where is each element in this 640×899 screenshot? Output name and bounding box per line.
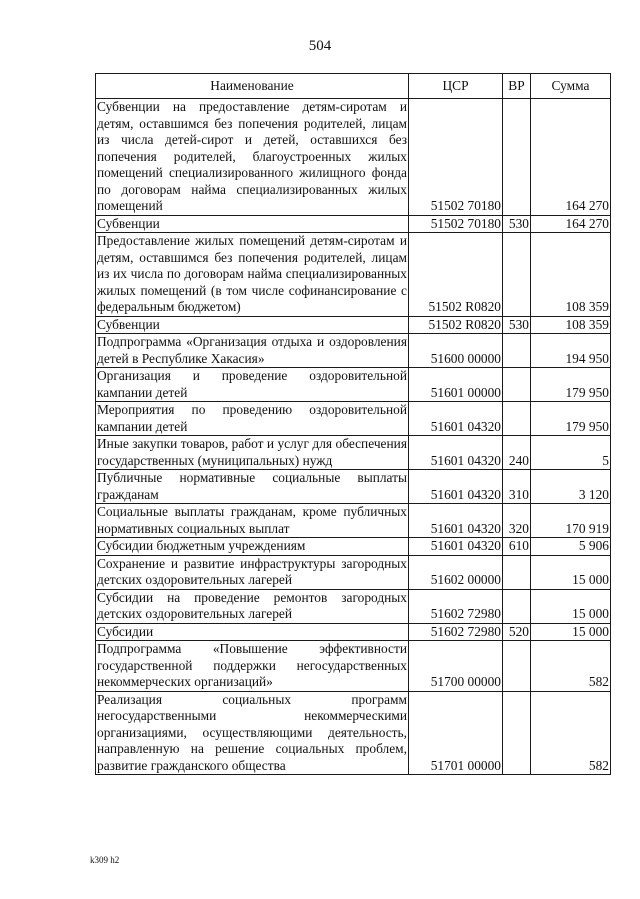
table-row <box>96 470 611 504</box>
row-sum: 108 359 <box>531 233 611 317</box>
table-row <box>96 316 611 334</box>
row-vr: 320 <box>503 504 531 538</box>
table-row <box>96 233 611 317</box>
row-csr: 51502 70180 <box>409 99 503 216</box>
row-sum: 15 000 <box>531 623 611 641</box>
row-sum: 108 359 <box>531 316 611 334</box>
table-row <box>96 436 611 470</box>
row-vr <box>503 589 531 623</box>
row-sum: 179 950 <box>531 368 611 402</box>
row-vr <box>503 233 531 317</box>
row-name: Мероприятия по проведению оздоровительной кампании детей <box>97 402 407 434</box>
table-row <box>96 334 611 368</box>
row-name: Публичные нормативные социальные выплаты гражданам <box>97 470 407 502</box>
row-name: Субсидии на проведение ремонтов загородных детских оздоровительных лагерей <box>97 589 407 621</box>
row-sum: 15 000 <box>531 555 611 589</box>
row-vr: 520 <box>503 623 531 641</box>
row-csr: 51601 04320 <box>409 470 503 504</box>
row-sum: 5 906 <box>531 538 611 556</box>
row-csr: 51701 00000 <box>409 691 503 775</box>
row-csr: 51502 70180 <box>409 215 503 233</box>
table-row <box>96 589 611 623</box>
row-name: Иные закупки товаров, работ и услуг для обеспечения государственных (муниципальных) нужд <box>97 436 407 468</box>
row-sum: 15 000 <box>531 589 611 623</box>
table-row <box>96 402 611 436</box>
row-name: Субсидии <box>96 623 409 641</box>
footer-code: k309 h2 <box>90 855 120 865</box>
header-vr: ВР <box>503 74 531 99</box>
row-csr: 51601 04320 <box>409 402 503 436</box>
row-csr: 51601 04320 <box>409 538 503 556</box>
page-number: 504 <box>308 38 332 54</box>
row-sum: 5 <box>531 436 611 470</box>
row-csr: 51602 72980 <box>409 589 503 623</box>
row-sum: 179 950 <box>531 402 611 436</box>
row-vr: 240 <box>503 436 531 470</box>
row-vr <box>503 368 531 402</box>
row-name: Подпрограмма «Организация отдыха и оздоровления детей в Республике Хакасия» <box>97 334 407 366</box>
row-vr: 530 <box>503 215 531 233</box>
row-csr: 51601 04320 <box>409 504 503 538</box>
row-sum: 164 270 <box>531 99 611 216</box>
row-vr: 610 <box>503 538 531 556</box>
row-name: Сохранение и развитие инфраструктуры загородных детских оздоровительных лагерей <box>97 555 407 587</box>
table-row <box>96 538 611 556</box>
row-csr: 51601 04320 <box>409 436 503 470</box>
table-row <box>96 368 611 402</box>
table-row <box>96 691 611 775</box>
row-vr: 310 <box>503 470 531 504</box>
row-sum: 3 120 <box>531 470 611 504</box>
row-name: Субвенции на предоставление детям-сиротам и детям, оставшимся без попечения родителей, лицам из числа детей-сирот и детей, оставшихся без попечения родителей, благоустроенных жилых помещений специализированного жилищного фонда по договорам найма специализированных жилых помещений <box>97 99 407 213</box>
row-csr: 51700 00000 <box>409 641 503 692</box>
row-csr: 51602 72980 <box>409 623 503 641</box>
row-name: Подпрограмма «Повышение эффективности государственной поддержки негосударственных некоммерческих организаций» <box>97 641 407 689</box>
row-csr: 51602 00000 <box>409 555 503 589</box>
row-vr <box>503 555 531 589</box>
row-name: Субвенции <box>96 215 409 233</box>
row-name: Реализация социальных программ негосударственными некоммерческими организациями, осуществляющими деятельность, направленную на решение социальных проблем, развитие гражданского общества <box>97 691 407 773</box>
table-row <box>96 504 611 538</box>
row-csr: 51601 00000 <box>409 368 503 402</box>
header-name: Наименование <box>96 74 409 99</box>
table-row <box>96 641 611 692</box>
table-row <box>96 215 611 233</box>
header-sum: Сумма <box>531 74 611 99</box>
row-name: Субвенции <box>96 316 409 334</box>
row-name: Социальные выплаты гражданам, кроме публичных нормативных социальных выплат <box>97 504 407 536</box>
row-csr: 51600 00000 <box>409 334 503 368</box>
header-row <box>96 74 611 99</box>
table-body <box>96 99 611 775</box>
row-vr <box>503 402 531 436</box>
row-vr: 530 <box>503 316 531 334</box>
row-sum: 170 919 <box>531 504 611 538</box>
table-row <box>96 623 611 641</box>
row-vr <box>503 334 531 368</box>
row-csr: 51502 R0820 <box>409 316 503 334</box>
row-csr: 51502 R0820 <box>409 233 503 317</box>
row-sum: 164 270 <box>531 215 611 233</box>
row-name: Организация и проведение оздоровительной кампании детей <box>97 368 407 400</box>
row-vr <box>503 691 531 775</box>
row-sum: 582 <box>531 691 611 775</box>
row-vr <box>503 641 531 692</box>
table-row <box>96 555 611 589</box>
row-vr <box>503 99 531 216</box>
row-name: Предоставление жилых помещений детям-сиротам и детям, оставшимся без попечения родителей, лицам из их числа по договорам найма специализированных жилых помещений (в том числе софинансирование с федеральным бюджетом) <box>97 233 407 314</box>
row-sum: 194 950 <box>531 334 611 368</box>
row-name: Субсидии бюджетным учреждениям <box>96 538 409 556</box>
row-sum: 582 <box>531 641 611 692</box>
table-header <box>96 74 611 99</box>
budget-table <box>95 73 611 775</box>
header-csr: ЦСР <box>409 74 503 99</box>
table-row <box>96 99 611 216</box>
